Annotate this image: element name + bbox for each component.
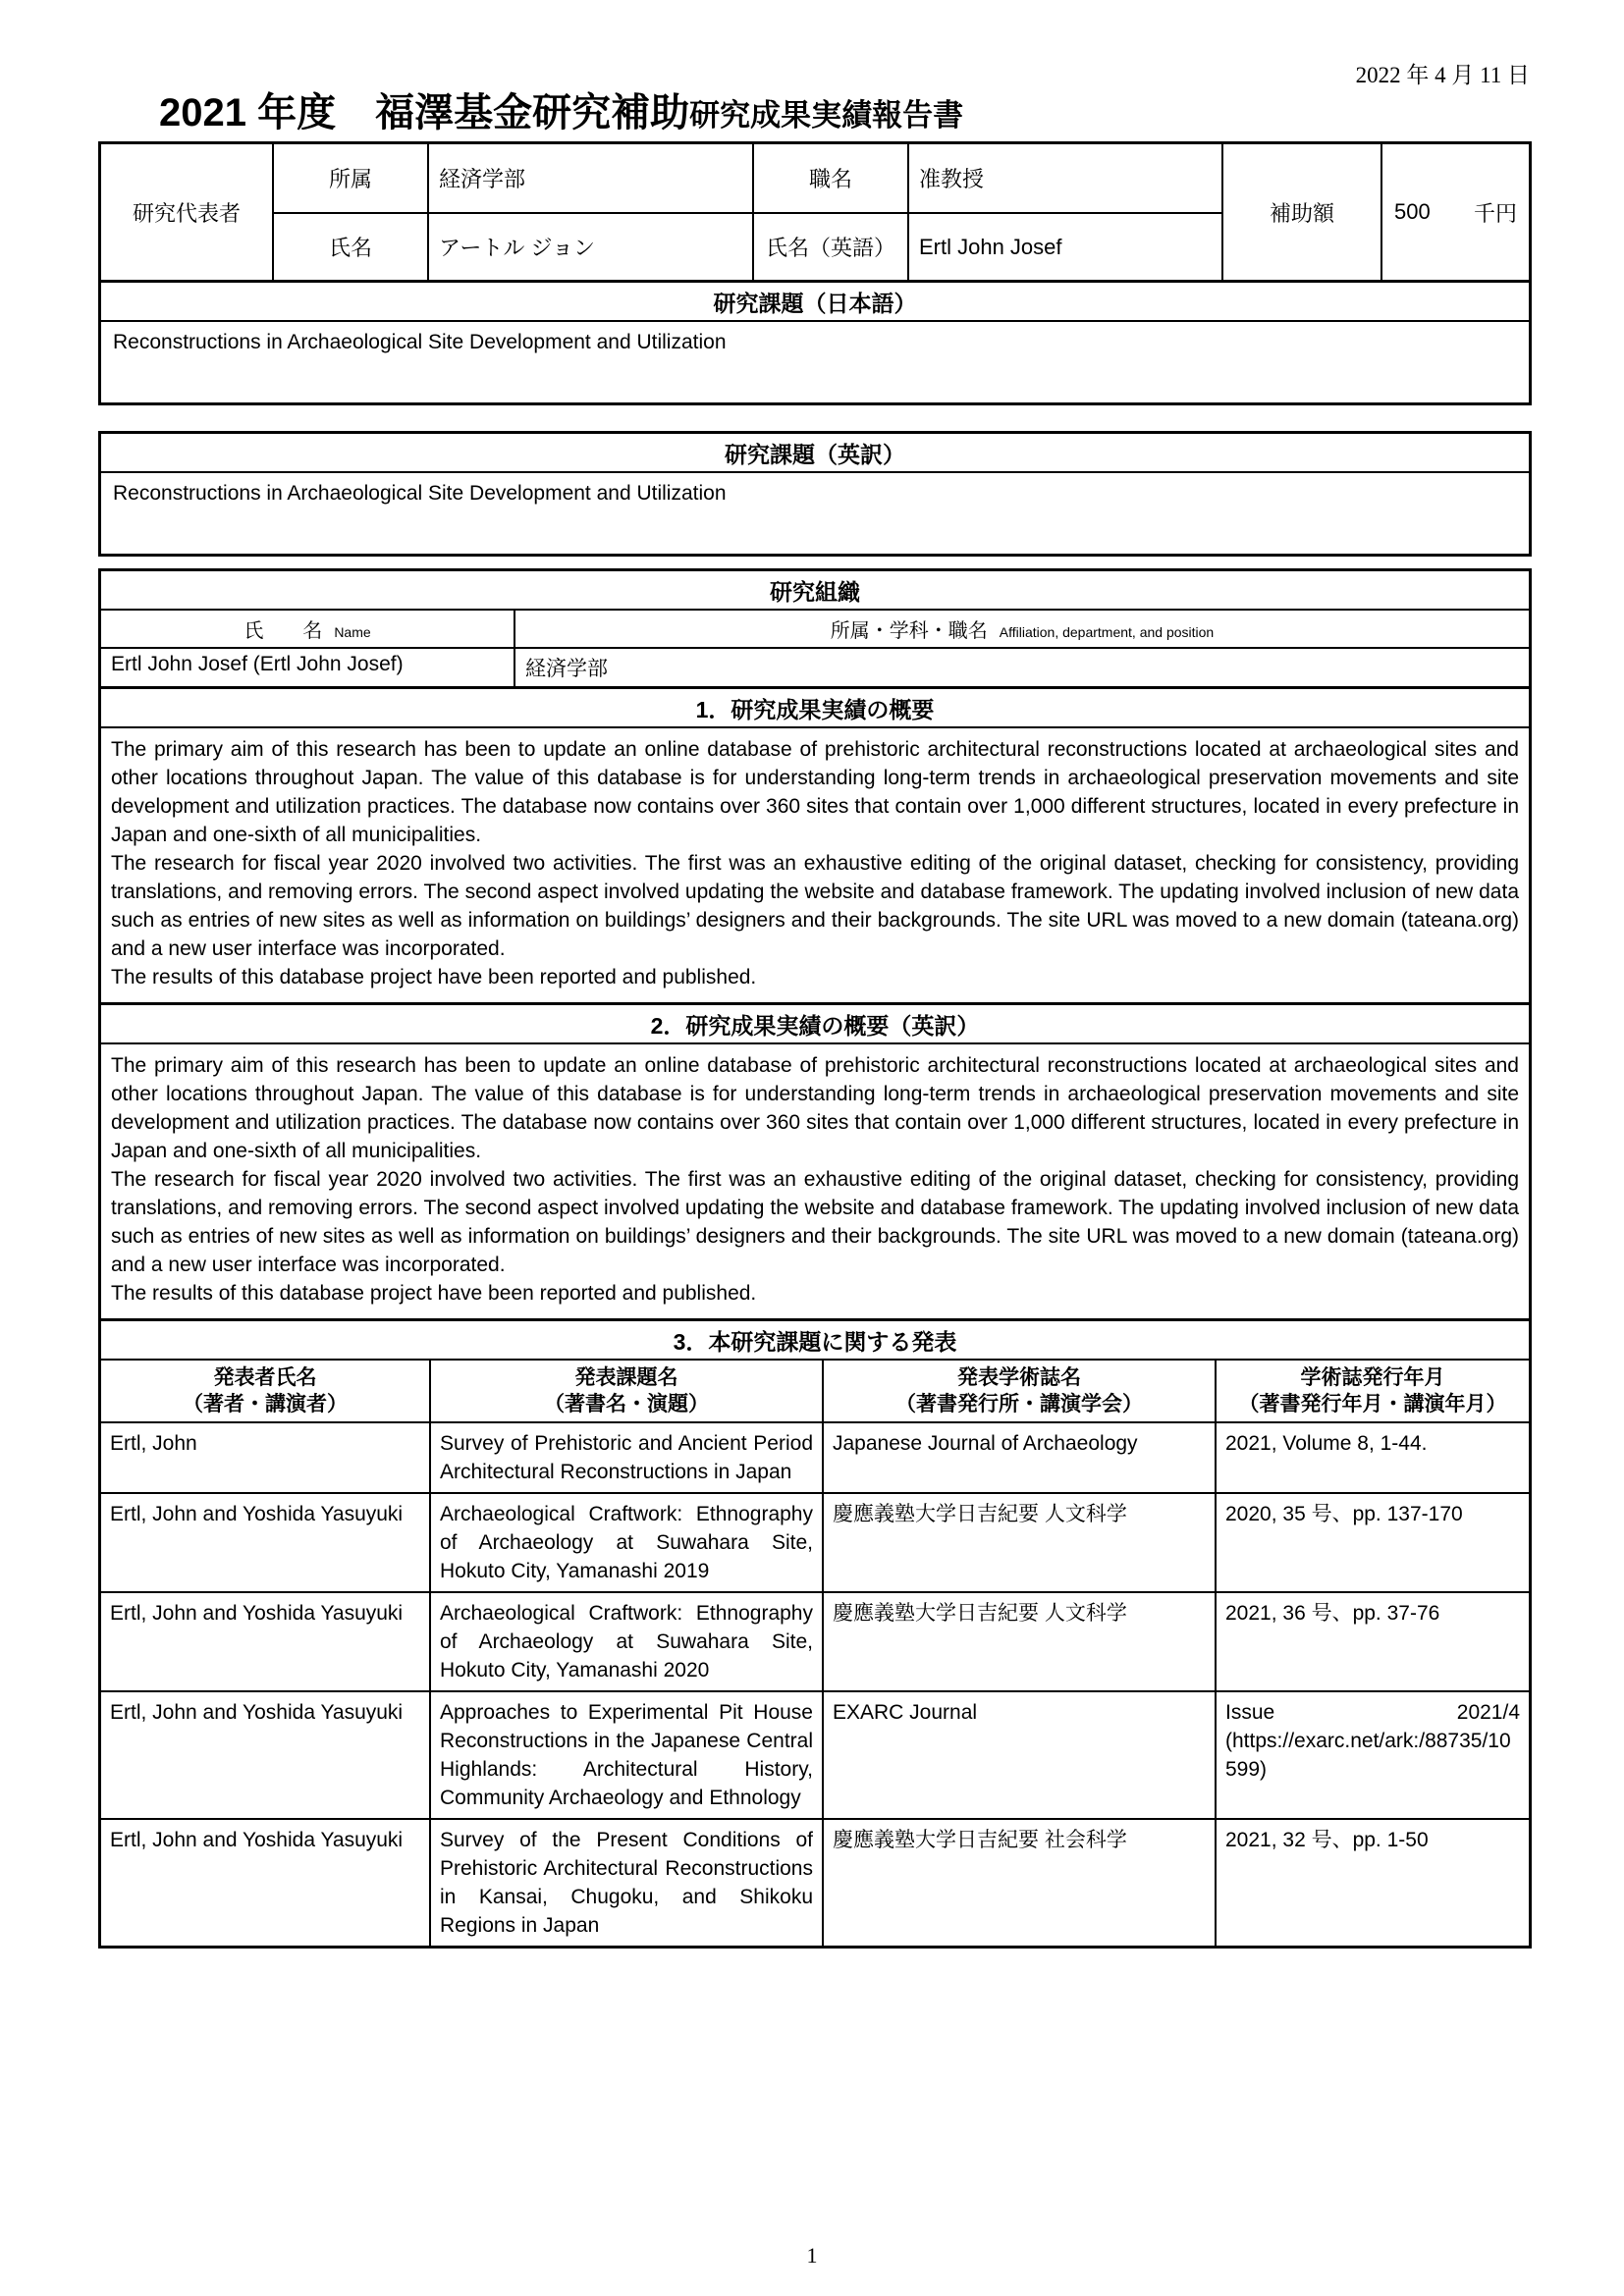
column-header-line: 発表学術誌名 bbox=[957, 1366, 1081, 1389]
column-header-line: （著者・講演者） bbox=[183, 1393, 348, 1415]
summary-en-body bbox=[101, 1044, 1529, 1318]
pub-authors-cell: Ertl, John and Yoshida Yasuyuki bbox=[101, 1690, 429, 1818]
pub-title-cell: Survey of the Present Conditions of Prehistoric Architectural Reconstructions in Kansai, Chugoku, and Shikoku Regions in Japan bbox=[429, 1818, 822, 1946]
pub-authors-cell: Ertl, John and Yoshida Yasuyuki bbox=[101, 1818, 429, 1946]
column-header-line: 発表課題名 bbox=[574, 1366, 678, 1389]
summary-paragraph: The primary aim of this research has been to update an online database of prehistoric architectural reconstructions located at archaeological sites and other locations throughout Japan. The value of this database is for understanding long-term trends in archaeological preservation movements and site development and utilization practices. The database now contains over 360 sites that contain over 1,000 different structures, located in every prefecture in Japan and one-sixth of all municipalities. bbox=[111, 1054, 1519, 1162]
pub-title-cell: Archaeological Craftwork: Ethnography of Archaeology at Suwahara Site, Hokuto City, Yamanashi 2019 bbox=[429, 1492, 822, 1591]
summary-paragraph: The research for fiscal year 2020 involved two activities. The first was an exhaustive editing of the original dataset, checking for consistency, providing translations, and removing errors. The second aspect involved updating the website and database framework. The updating involved inclusion of new data such as entries of new sites as well as information on buildings’ designers and their backgrounds. The site URL was moved to a new domain (tateana.org) and a new user interface was incorporated. bbox=[111, 1168, 1519, 1276]
position-value: 准教授 bbox=[907, 144, 1221, 212]
pub-journal-cell: EXARC Journal bbox=[822, 1690, 1215, 1818]
document-header bbox=[98, 57, 1532, 141]
research-topic-ja-section bbox=[98, 280, 1532, 405]
section-gap bbox=[98, 557, 1532, 568]
summary-ja-body bbox=[101, 728, 1529, 1002]
pub-column-header-journal bbox=[822, 1361, 1215, 1421]
report-content bbox=[98, 57, 1532, 1949]
pub-issue-cell: 2021, 32 号、pp. 1-50 bbox=[1215, 1818, 1529, 1946]
organization-section bbox=[98, 568, 1532, 689]
summary-paragraph: The primary aim of this research has been to update an online database of prehistoric architectural reconstructions located at archaeological sites and other locations throughout Japan. The value of this database is for understanding long-term trends in archaeological preservation movements and site development and utilization practices. The database now contains over 360 sites that contain over 1,000 different structures, located in every prefecture in Japan and one-sixth of all municipalities. bbox=[111, 738, 1519, 846]
name-en-label: 氏名（英語） bbox=[752, 212, 907, 280]
research-topic-ja-header: 研究課題（日本語） bbox=[101, 283, 1529, 322]
publications-section bbox=[98, 1318, 1532, 1949]
pub-authors-cell: Ertl, John and Yoshida Yasuyuki bbox=[101, 1591, 429, 1690]
publications-table bbox=[101, 1361, 1529, 1946]
affiliation-value: 経済学部 bbox=[427, 144, 752, 212]
summary-paragraph: The research for fiscal year 2020 involved two activities. The first was an exhaustive editing of the original dataset, checking for consistency, providing translations, and removing errors. The second aspect involved updating the website and database framework. The updating involved inclusion of new data such as entries of new sites as well as information on buildings’ designers and their backgrounds. The site URL was moved to a new domain (tateana.org) and a new user interface was incorporated. bbox=[111, 852, 1519, 960]
research-topic-en-text: Reconstructions in Archaeological Site Development and Utilization bbox=[113, 482, 727, 505]
pub-journal-cell: 慶應義塾大学日吉紀要 人文科学 bbox=[822, 1591, 1215, 1690]
column-header-line: 学術誌発行年月 bbox=[1300, 1366, 1445, 1389]
pub-title-cell: Archaeological Craftwork: Ethnography of Archaeology at Suwahara Site, Hokuto City, Yamanashi 2020 bbox=[429, 1591, 822, 1690]
summary-en-header: 2．研究成果実績の概要（英訳） bbox=[101, 1005, 1529, 1044]
column-header-line: （著書発行所・講演学会） bbox=[895, 1393, 1143, 1415]
grant-label: 補助額 bbox=[1221, 144, 1380, 280]
publications-header: 3．本研究課題に関する発表 bbox=[101, 1321, 1529, 1361]
summary-ja-header: 1．研究成果実績の概要 bbox=[101, 689, 1529, 728]
summary-paragraph: The results of this database project have been reported and published. bbox=[111, 966, 757, 988]
column-header-line: （著書名・演題） bbox=[544, 1393, 709, 1415]
representative-table bbox=[98, 141, 1532, 283]
column-header-line: （著書発行年月・講演年月） bbox=[1238, 1393, 1507, 1415]
pub-authors-cell: Ertl, John bbox=[101, 1421, 429, 1492]
affiliation-column-label: 所属・学科・職名 bbox=[830, 620, 988, 642]
pub-column-header-authors bbox=[101, 1361, 429, 1421]
pub-journal-cell: 慶應義塾大学日吉紀要 社会科学 bbox=[822, 1818, 1215, 1946]
pub-issue-cell: 2020, 35 号、pp. 137-170 bbox=[1215, 1492, 1529, 1591]
pub-issue-cell: 2021, Volume 8, 1-44. bbox=[1215, 1421, 1529, 1492]
pub-authors-cell: Ertl, John and Yoshida Yasuyuki bbox=[101, 1492, 429, 1591]
summary-ja-section bbox=[98, 686, 1532, 1005]
pub-journal-cell: Japanese Journal of Archaeology bbox=[822, 1421, 1215, 1492]
grant-value-cell bbox=[1380, 144, 1529, 280]
column-header-line: 発表者氏名 bbox=[213, 1366, 317, 1389]
name-label: 氏名 bbox=[272, 212, 427, 280]
pub-issue-cell: 2021, 36 号、pp. 37-76 bbox=[1215, 1591, 1529, 1690]
summary-en-section bbox=[98, 1002, 1532, 1321]
research-topic-en-section bbox=[98, 431, 1532, 557]
research-topic-en-header: 研究課題（英訳） bbox=[101, 434, 1529, 473]
name-en-value: Ertl John Josef bbox=[907, 212, 1221, 280]
affiliation-column-sublabel: Affiliation, department, and position bbox=[999, 624, 1215, 640]
name-column-label: 氏 名 bbox=[244, 620, 323, 642]
title-main: 2021 年度 福澤基金研究補助 bbox=[159, 91, 690, 134]
pub-column-header-issue bbox=[1215, 1361, 1529, 1421]
document-title bbox=[159, 81, 963, 137]
organization-affiliation-column-header bbox=[514, 611, 1529, 647]
member-affiliation: 経済学部 bbox=[514, 649, 1529, 686]
organization-column-headers bbox=[101, 611, 1529, 649]
name-column-sublabel: Name bbox=[334, 624, 371, 640]
title-sub: 研究成果実績報告書 bbox=[689, 98, 964, 133]
pub-title-cell: Survey of Prehistoric and Ancient Period Architectural Reconstructions in Japan bbox=[429, 1421, 822, 1492]
grant-amount: 500 bbox=[1394, 199, 1431, 224]
member-name: Ertl John Josef (Ertl John Josef) bbox=[111, 653, 404, 675]
organization-member-row bbox=[101, 649, 1529, 686]
organization-header: 研究組織 bbox=[101, 571, 1529, 611]
name-value: アートル ジョン bbox=[427, 212, 752, 280]
pub-column-header-title bbox=[429, 1361, 822, 1421]
summary-paragraph: The results of this database project have been reported and published. bbox=[111, 1282, 757, 1305]
position-label: 職名 bbox=[752, 144, 907, 212]
page-number: 1 bbox=[806, 2243, 818, 2268]
organization-name-column-header bbox=[101, 611, 514, 647]
section-gap bbox=[98, 405, 1532, 431]
grant-unit: 千円 bbox=[1473, 200, 1517, 226]
pub-issue-cell: Issue 2021/4 (https://exarc.net/ark:/88735/10599) bbox=[1215, 1690, 1529, 1818]
pub-title-cell: Approaches to Experimental Pit House Reconstructions in the Japanese Central Highlands: Architectural History, Community Archaeology and Ethnology bbox=[429, 1690, 822, 1818]
document-date: 2022 年 4 月 11 日 bbox=[1355, 63, 1530, 87]
pub-journal-cell: 慶應義塾大学日吉紀要 人文科学 bbox=[822, 1492, 1215, 1591]
representative-row-label: 研究代表者 bbox=[132, 200, 241, 226]
affiliation-label: 所属 bbox=[272, 144, 427, 212]
research-topic-ja-text: Reconstructions in Archaeological Site Development and Utilization bbox=[113, 331, 727, 353]
